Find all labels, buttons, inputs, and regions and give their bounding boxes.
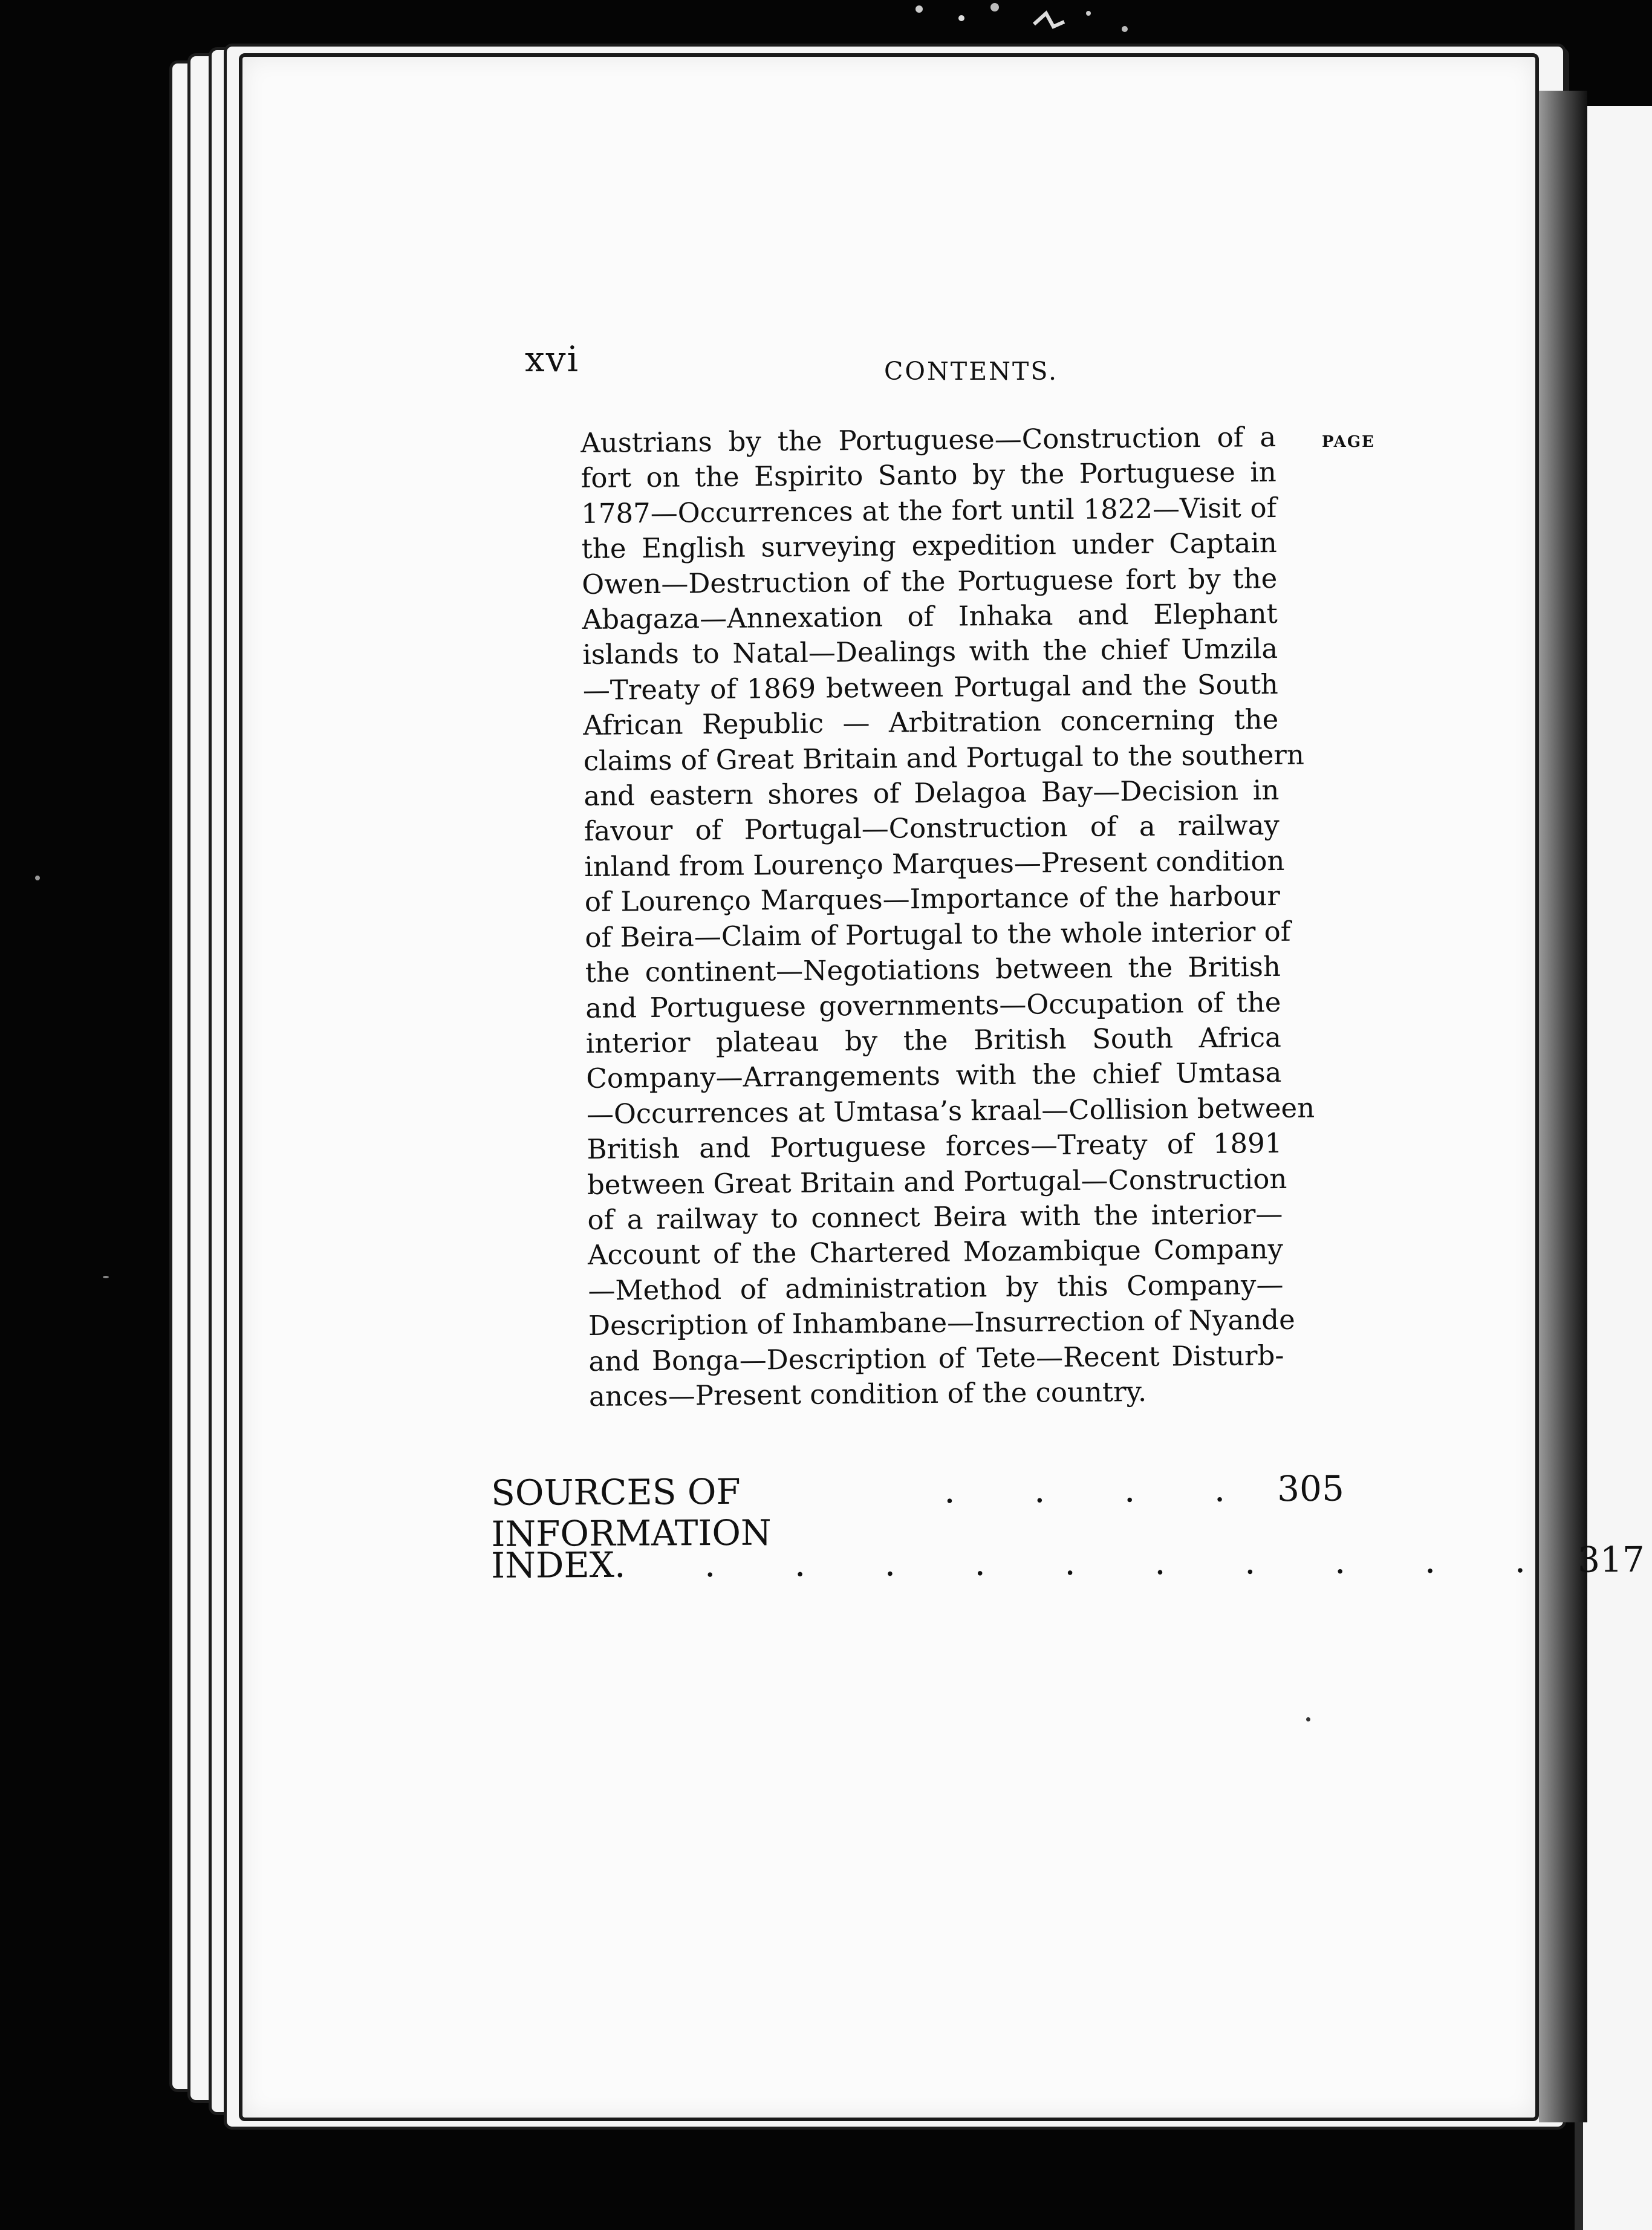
summary-line: ances—Present condition of the country.: [588, 1375, 1147, 1412]
summary-line: of Beira—Claim of Portugal to the whole interior of: [585, 915, 1291, 954]
scan-speck: [1306, 1717, 1310, 1721]
page-gutter-shadow: [1539, 91, 1587, 2122]
summary-line: Abagaza—Annexation of Inhaka and Elephant: [582, 597, 1278, 636]
summary-line: between Great Britain and Portugal—Construction: [587, 1162, 1287, 1201]
summary-line: 1787—Occurrences at the fort until 1822—Visit of: [581, 491, 1277, 530]
summary-line: and eastern shores of Delagoa Bay—Decision in: [584, 774, 1280, 813]
summary-line: claims of Great Britain and Portugal to the southern: [583, 738, 1305, 777]
summary-line: and Bonga—Description of Tete—Recent Disturb-: [588, 1339, 1284, 1377]
summary-line: —Occurrences at Umtasa’s kraal—Collision between: [586, 1091, 1315, 1130]
summary-line: inland from Lourenço Marques—Present condition: [584, 844, 1285, 883]
summary-line: African Republic — Arbitration concerning the: [583, 703, 1279, 742]
scan-speck: [35, 876, 40, 880]
summary-line: —Treaty of 1869 between Portugal and the South: [582, 668, 1279, 706]
summary-line: and Portuguese governments—Occupation of the: [585, 986, 1281, 1024]
summary-line: Account of the Chartered Mozambique Company: [587, 1233, 1284, 1272]
summary-line: of Lourenço Marques—Importance of the harbour: [584, 880, 1281, 918]
toc-entry-title: SOURCES OF INFORMATION: [491, 1471, 772, 1555]
page-column-label: PAGE: [1322, 433, 1375, 451]
toc-leader-dots: . . . .: [943, 1468, 1260, 1512]
page-title: CONTENTS.: [884, 357, 1059, 386]
summary-line: Company—Arrangements with the chief Umtasa: [586, 1056, 1282, 1095]
toc-leader-dots: . . . . . . . . . . .: [614, 1539, 1560, 1585]
toc-entry-index: [491, 1539, 1645, 1586]
scan-speck: [103, 1276, 109, 1278]
toc-entry-page: 317: [1577, 1539, 1645, 1581]
summary-line: favour of Portugal—Construction of a railway: [584, 809, 1280, 848]
summary-line: Owen—Destruction of the Portuguese fort by the: [582, 562, 1278, 600]
summary-line: fort on the Espirito Santo by the Portuguese in: [580, 456, 1276, 495]
summary-line: —Method of administration by this Company—: [588, 1268, 1284, 1307]
summary-line: interior plateau by the British South Africa: [585, 1021, 1282, 1059]
summary-line: islands to Natal—Dealings with the chief Umzila: [582, 632, 1278, 671]
summary-line: the continent—Negotiations between the British: [585, 951, 1281, 989]
toc-entry-page: 305: [1276, 1468, 1345, 1510]
summary-line: of a railway to connect Beira with the interior—: [587, 1197, 1283, 1236]
toc-entry-title: INDEX: [491, 1544, 615, 1586]
summary-line: the English surveying expedition under Captain: [581, 527, 1277, 565]
summary-line: Austrians by the Portuguese—Construction of a: [580, 420, 1276, 459]
chapter-summary: [580, 420, 1315, 1414]
summary-line: Description of Inhambane—Insurrection of Nyande: [588, 1303, 1295, 1342]
scan-artifact-marks: [895, 0, 1149, 54]
page-number: xvi: [525, 339, 580, 380]
summary-line: British and Portuguese forces—Treaty of 1891: [587, 1127, 1283, 1166]
